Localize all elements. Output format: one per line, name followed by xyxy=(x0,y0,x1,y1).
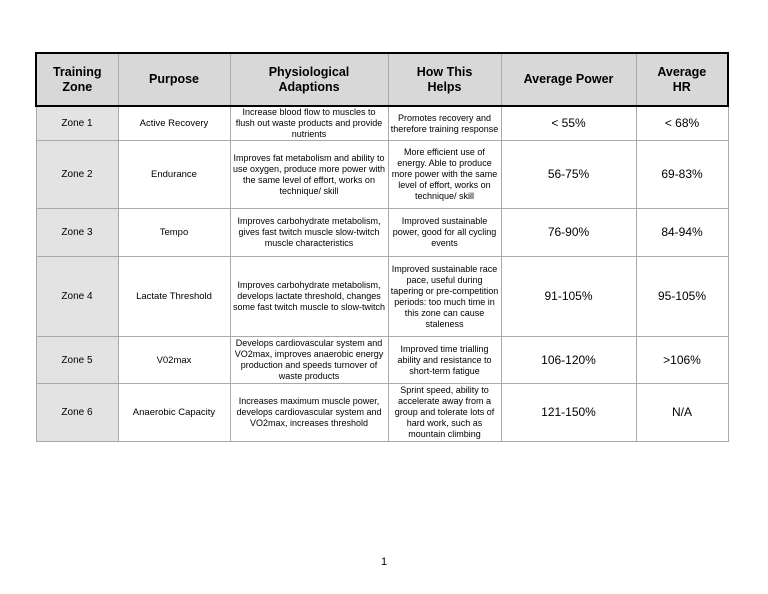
helps-cell: Improved sustainable race pace, useful during tapering or pre-competition periods: too much time in this zone can cause staleness xyxy=(388,257,501,337)
helps-cell: Improved time trialling ability and resistance to short-term fatigue xyxy=(388,337,501,384)
helps-cell: Promotes recovery and therefore training response xyxy=(388,106,501,141)
training-zones-table xyxy=(35,52,729,442)
helps-cell: Improved sustainable power, good for all cycling events xyxy=(388,209,501,257)
adaptions-cell: Improves carbohydrate metabolism, gives fast twitch muscle slow-twitch muscle characteristics xyxy=(230,209,388,257)
header-average-hr: Average HR xyxy=(636,53,728,106)
header-purpose: Purpose xyxy=(118,53,230,106)
zone-cell: Zone 1 xyxy=(36,106,118,141)
zone-cell: Zone 5 xyxy=(36,337,118,384)
adaptions-cell: Increase blood flow to muscles to flush out waste products and provide nutrients xyxy=(230,106,388,141)
hr-cell: N/A xyxy=(636,384,728,442)
hr-cell: < 68% xyxy=(636,106,728,141)
power-cell: 106-120% xyxy=(501,337,636,384)
power-cell: 91-105% xyxy=(501,257,636,337)
zone-cell: Zone 4 xyxy=(36,257,118,337)
page-number: 1 xyxy=(380,556,388,568)
header-physiological-adaptions: Physiological Adaptions xyxy=(230,53,388,106)
zone-cell: Zone 6 xyxy=(36,384,118,442)
power-cell: < 55% xyxy=(501,106,636,141)
adaptions-cell: Improves fat metabolism and ability to use oxygen, produce more power with the same level of effort, works on technique/ skill xyxy=(230,141,388,209)
purpose-cell: Anaerobic Capacity xyxy=(118,384,230,442)
power-cell: 121-150% xyxy=(501,384,636,442)
table-row xyxy=(36,106,728,141)
header-how-this-helps: How This Helps xyxy=(388,53,501,106)
adaptions-cell: Develops cardiovascular system and VO2max, improves anaerobic energy production and speeds turnover of waste products xyxy=(230,337,388,384)
table-row xyxy=(36,337,728,384)
hr-cell: >106% xyxy=(636,337,728,384)
power-cell: 56-75% xyxy=(501,141,636,209)
table-row xyxy=(36,257,728,337)
hr-cell: 84-94% xyxy=(636,209,728,257)
adaptions-cell: Improves carbohydrate metabolism, develops lactate threshold, changes some fast twitch muscle to slow-twitch xyxy=(230,257,388,337)
table-row xyxy=(36,141,728,209)
adaptions-cell: Increases maximum muscle power, develops cardiovascular system and VO2max, increases threshold xyxy=(230,384,388,442)
helps-cell: More efficient use of energy. Able to produce more power with the same level of effort, works on technique/ skill xyxy=(388,141,501,209)
header-average-power: Average Power xyxy=(501,53,636,106)
purpose-cell: Lactate Threshold xyxy=(118,257,230,337)
hr-cell: 95-105% xyxy=(636,257,728,337)
purpose-cell: V02max xyxy=(118,337,230,384)
purpose-cell: Active Recovery xyxy=(118,106,230,141)
table-row xyxy=(36,209,728,257)
zone-cell: Zone 2 xyxy=(36,141,118,209)
header-training-zone: Training Zone xyxy=(36,53,118,106)
helps-cell: Sprint speed, ability to accelerate away from a group and tolerate lots of hard work, such as mountain climbing xyxy=(388,384,501,442)
hr-cell: 69-83% xyxy=(636,141,728,209)
power-cell: 76-90% xyxy=(501,209,636,257)
purpose-cell: Tempo xyxy=(118,209,230,257)
table-header-row xyxy=(36,53,728,106)
purpose-cell: Endurance xyxy=(118,141,230,209)
table-row xyxy=(36,384,728,442)
zone-cell: Zone 3 xyxy=(36,209,118,257)
